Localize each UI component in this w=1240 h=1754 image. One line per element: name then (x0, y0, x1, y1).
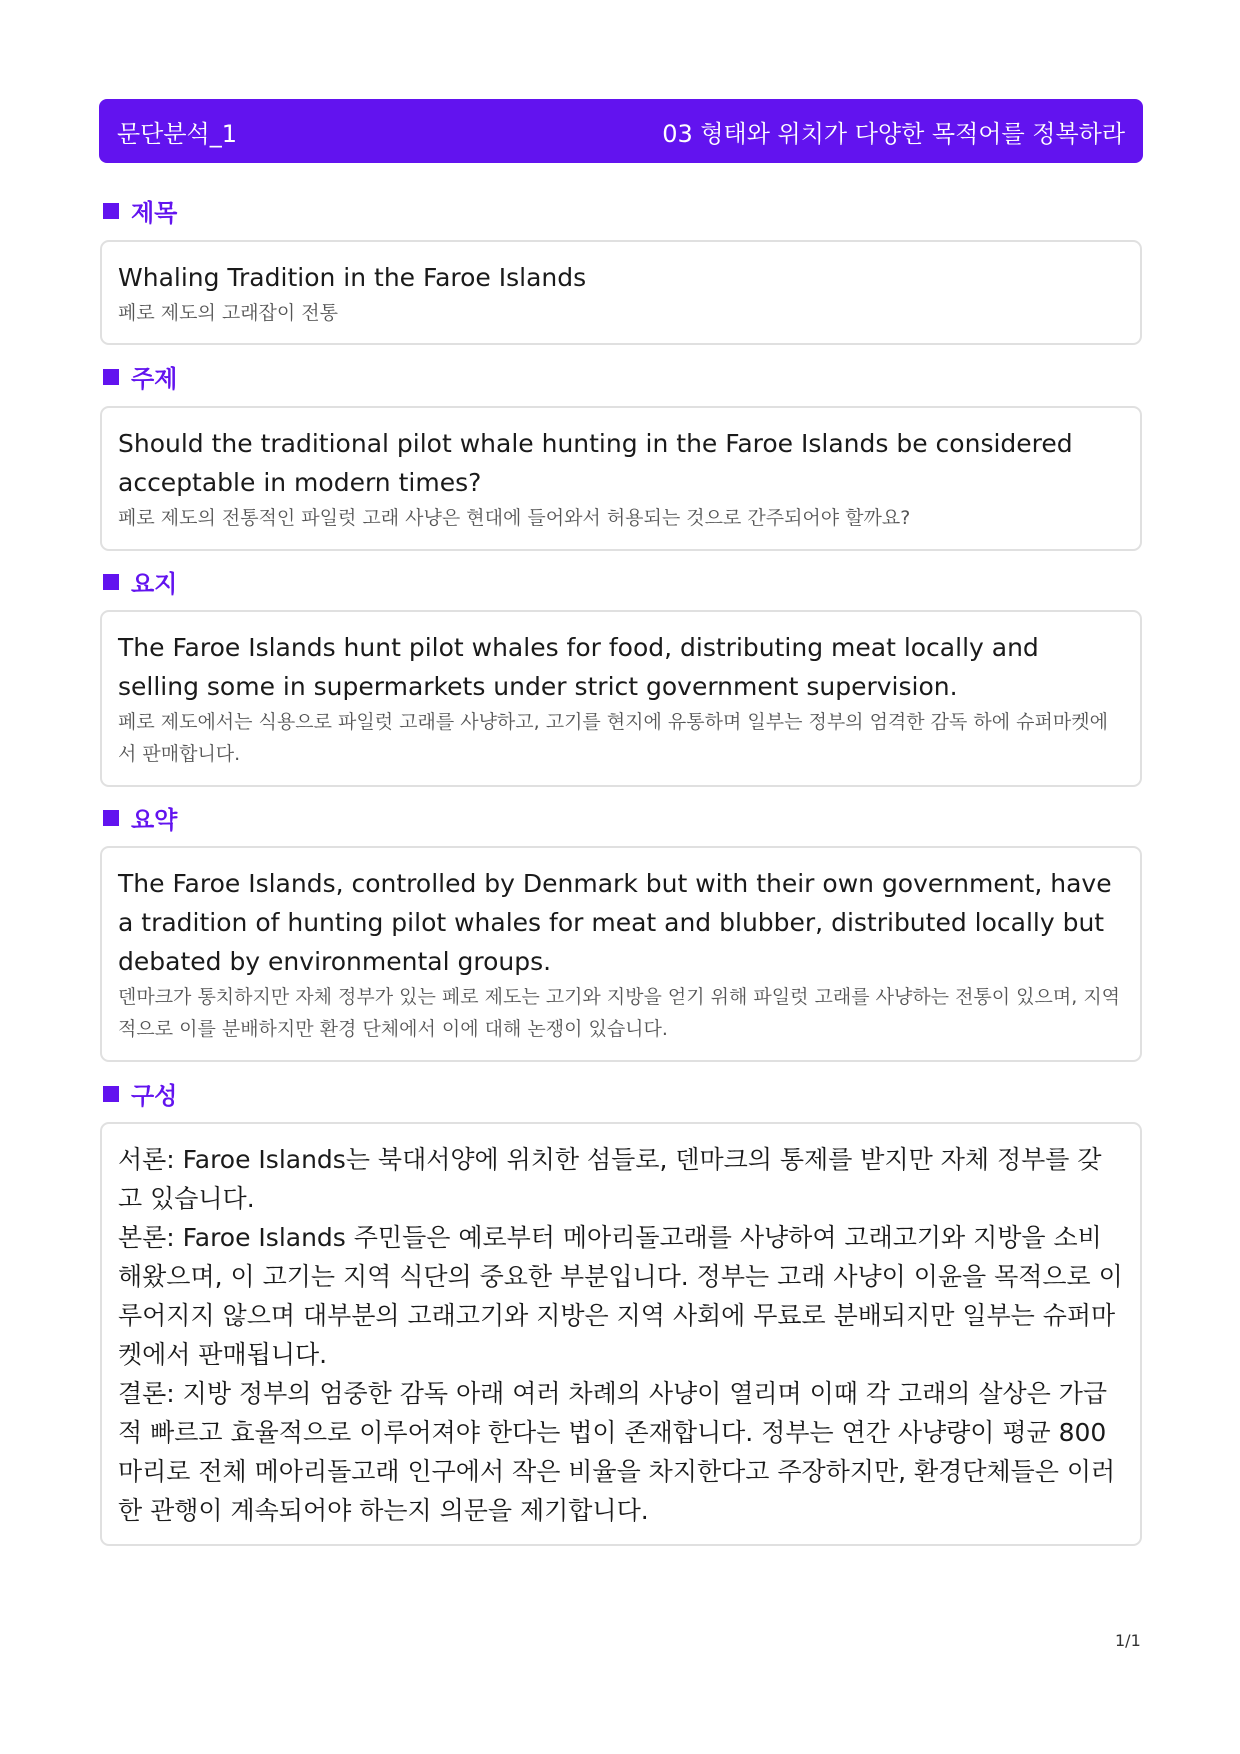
section-heading-summary (103, 800, 177, 835)
title-box (100, 240, 1142, 345)
summary-ko: 덴마크가 통치하지만 자체 정부가 있는 페로 제도는 고기와 지방을 얻기 위해 파일럿 고래를 사냥하는 전통이 있으며, 지역적으로 이를 분배하지만 환경 단체에서 이에 대해 논쟁이 있습니다. (118, 986, 1121, 1040)
gist-ko: 페로 제도에서는 식용으로 파일럿 고래를 사냥하고, 고기를 현지에 유통하며 일부는 정부의 엄격한 감독 하에 슈퍼마켓에서 판매합니다. (118, 711, 1108, 765)
square-bullet-icon (103, 1086, 119, 1102)
gist-box (100, 610, 1142, 787)
page-number: 1/1 (1115, 1631, 1141, 1650)
page-header (99, 99, 1143, 163)
title-en: Whaling Tradition in the Faroe Islands (118, 263, 587, 292)
header-right-title: 03 형태와 위치가 다양한 목적어를 정복하라 (662, 119, 1125, 148)
structure-conclusion: 결론: 지방 정부의 엄중한 감독 아래 여러 차례의 사냥이 열리며 이때 각 고래의 살상은 가급적 빠르고 효율적으로 이루어져야 한다는 법이 존재합니다. 정부는 연간 사냥량이 평균 800마리로 전체 메아리돌고래 인구에서 작은 비율을 차지한다고 주장하지만, 환경단체들은 이러한 관행이 계속되어야 하는지 의문을 제기합니다. (118, 1379, 1116, 1525)
section-heading-label: 주제 (131, 365, 178, 393)
section-heading-topic (103, 359, 177, 394)
title-ko: 페로 제도의 고래잡이 전통 (118, 302, 339, 324)
section-heading-label: 요지 (131, 570, 178, 598)
header-left-title: 문단분석_1 (117, 119, 238, 148)
structure-body: 본론: Faroe Islands 주민들은 예로부터 메아리돌고래를 사냥하여 고래고기와 지방을 소비해왔으며, 이 고기는 지역 식단의 중요한 부분입니다. 정부는 고래 사냥이 이윤을 목적으로 이루어지지 않으며 대부분의 고래고기와 지방은 지역 사회에 무료로 분배되지만 일부는 슈퍼마켓에서 판매됩니다. (118, 1223, 1123, 1369)
section-heading-structure (103, 1076, 177, 1111)
structure-intro: 서론: Faroe Islands는 북대서양에 위치한 섬들로, 덴마크의 통제를 받지만 자체 정부를 갖고 있습니다. (118, 1145, 1102, 1213)
square-bullet-icon (103, 203, 119, 219)
square-bullet-icon (103, 369, 119, 385)
summary-box (100, 846, 1142, 1062)
topic-box (100, 406, 1142, 551)
section-heading-title (103, 193, 177, 228)
structure-box (100, 1122, 1142, 1546)
section-heading-label: 제목 (131, 199, 178, 227)
section-heading-gist (103, 564, 177, 599)
summary-en: The Faroe Islands, controlled by Denmark but with their own government, have a tradition of hunting pilot whales for meat and blubber, distributed locally but debated by environmental groups. (118, 869, 1112, 976)
topic-en: Should the traditional pilot whale hunting in the Faroe Islands be considered acceptable in modern times? (118, 429, 1073, 497)
section-heading-label: 요약 (131, 806, 178, 834)
section-heading-label: 구성 (131, 1082, 178, 1110)
topic-ko: 페로 제도의 전통적인 파일럿 고래 사냥은 현대에 들어와서 허용되는 것으로 간주되어야 할까요? (118, 507, 911, 529)
square-bullet-icon (103, 574, 119, 590)
gist-en: The Faroe Islands hunt pilot whales for food, distributing meat locally and selling some in supermarkets under strict government supervision. (118, 633, 1039, 701)
square-bullet-icon (103, 810, 119, 826)
